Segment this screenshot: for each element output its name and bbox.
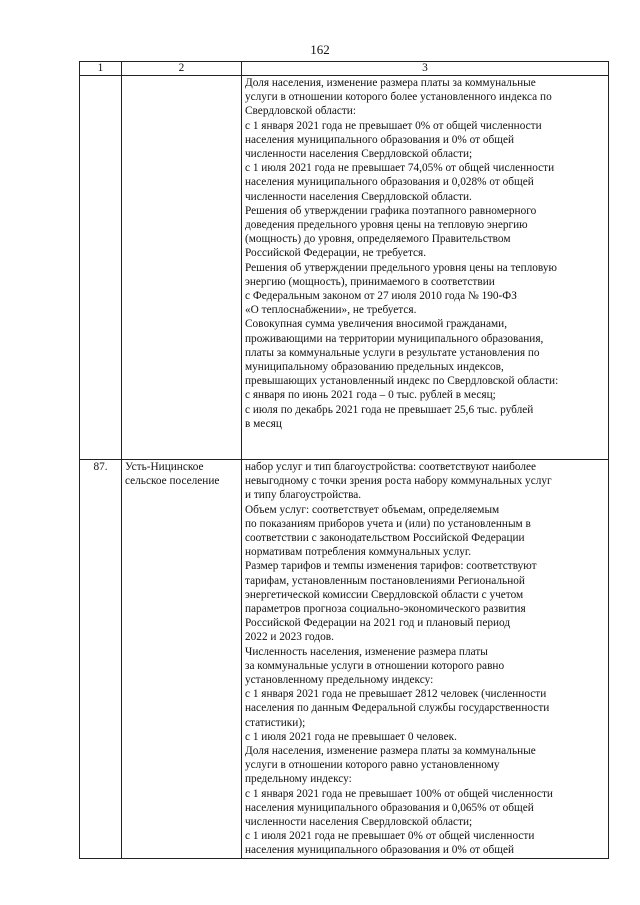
text-line: населения муниципального образования и 0,028% от общей [245,176,534,189]
text-line: с 1 января 2021 года не превышает 0% от общей численности [245,119,542,132]
text-line: Усть-Ницинское [125,461,204,473]
text-line: энергию (мощность), принимаемого в соответствии [245,275,495,288]
table-row [80,460,609,859]
table-row [80,76,609,460]
text-line: с Федеральным законом от 27 июля 2010 года № 190-ФЗ [245,290,517,303]
text-line: доведения предельного уровня цены на тепловую энергию [245,219,528,232]
column-header-2: 2 [122,62,242,76]
text-line: набор услуг и тип благоустройства: соответствуют наиболее [245,461,537,473]
document-table [79,61,609,859]
text-line: энергетической комиссии Свердловской области с учетом [245,588,524,601]
text-line: за коммунальные услуги в отношении которого равно [245,659,505,672]
text-line: численности населения Свердловской области. [245,190,472,203]
table-header-row [80,62,609,76]
text-line: сельское поселение [125,475,220,488]
text-line: (мощность) до уровня, определяемого Правительством [245,233,511,246]
text-line: Доля населения, изменение размера платы за коммунальные [245,77,536,89]
row-number: 87. [80,460,122,859]
text-line: платы за коммунальные услуги в результате установления по [245,346,540,359]
text-line: в месяц [245,417,282,430]
text-line: с июля по декабрь 2021 года не превышает 25,6 тыс. рублей [245,403,534,416]
text-line: проживающими на территории муниципального образования, [245,332,544,345]
text-line: Решения об утверждении графика поэтапного равномерного [245,204,537,217]
text-line: численности населения Свердловской области; [245,148,473,161]
text-line: Совокупная сумма увеличения вносимой гражданами, [245,318,508,331]
text-line: Российской Федерации на 2021 год и плановый период [245,617,511,630]
text-line: 2022 и 2023 годов. [245,631,334,644]
text-line: численности населения Свердловской области; [245,816,473,829]
municipality-name [122,76,242,460]
text-line: с 1 июля 2021 года не превышает 0 человек. [245,730,457,743]
page-number: 162 [310,42,330,57]
text-line: населения муниципального образования и 0% от общей [245,133,515,146]
text-line: Доля населения, изменение размера платы за коммунальные [245,745,536,758]
text-line: Численность населения, изменение размера платы [245,645,488,658]
text-line: с января по июнь 2021 года – 0 тыс. рублей в месяц; [245,389,496,402]
text-line: населения муниципального образования и 0,065% от общей [245,801,534,814]
row-number [80,76,122,460]
municipality-name [122,460,242,859]
text-line: превышающих установленный индекс по Свердловской области: [245,375,559,388]
text-line: соответствии с законодательством Российской Федерации [245,532,525,545]
text-line: Объем услуг: соответствует объемам, определяемым [245,503,500,516]
text-line: невыгодному с точки зрения роста набору коммунальных услуг [245,475,552,488]
row-description [242,460,609,859]
text-line: Российской Федерации, не требуется. [245,247,427,260]
text-line: тарифам, установленным постановлениями Региональной [245,574,525,587]
text-line: и типу благоустройства. [245,489,362,502]
text-line: с 1 июля 2021 года не превышает 0% от общей численности [245,830,535,843]
text-line: установленному предельному индексу: [245,674,434,687]
text-line: муниципальному образованию предельных индексов, [245,361,504,374]
text-line: Свердловской области: [245,105,356,118]
text-line: с 1 января 2021 года не превышает 2812 человек (численности [245,688,547,701]
text-line: предельному индексу: [245,773,352,786]
text-line: услуги в отношении которого равно установленному [245,759,500,772]
column-header-3: 3 [242,62,609,76]
text-line: с 1 июля 2021 года не превышает 74,05% от общей численности [245,162,555,175]
text-line: услуги в отношении которого более установленного индекса по [245,91,552,104]
text-line: Решения об утверждении предельного уровня цены на тепловую [245,261,557,274]
text-line: «О теплоснабжении», не требуется. [245,304,417,317]
text-line: Размер тарифов и темпы изменения тарифов: соответствуют [245,560,537,573]
text-line: населения муниципального образования и 0% от общей [245,844,515,857]
row-description [242,76,609,460]
text-line: нормативам потребления коммунальных услуг. [245,546,472,559]
text-line: с 1 января 2021 года не превышает 100% от общей численности [245,787,553,800]
text-line: статистики); [245,716,306,729]
column-header-1: 1 [80,62,122,76]
text-line: населения по данным Федеральной службы государственности [245,702,550,715]
text-line: по показаниям приборов учета и (или) по установленным в [245,517,531,530]
text-line: параметров прогноза социально-экономического развития [245,603,526,616]
